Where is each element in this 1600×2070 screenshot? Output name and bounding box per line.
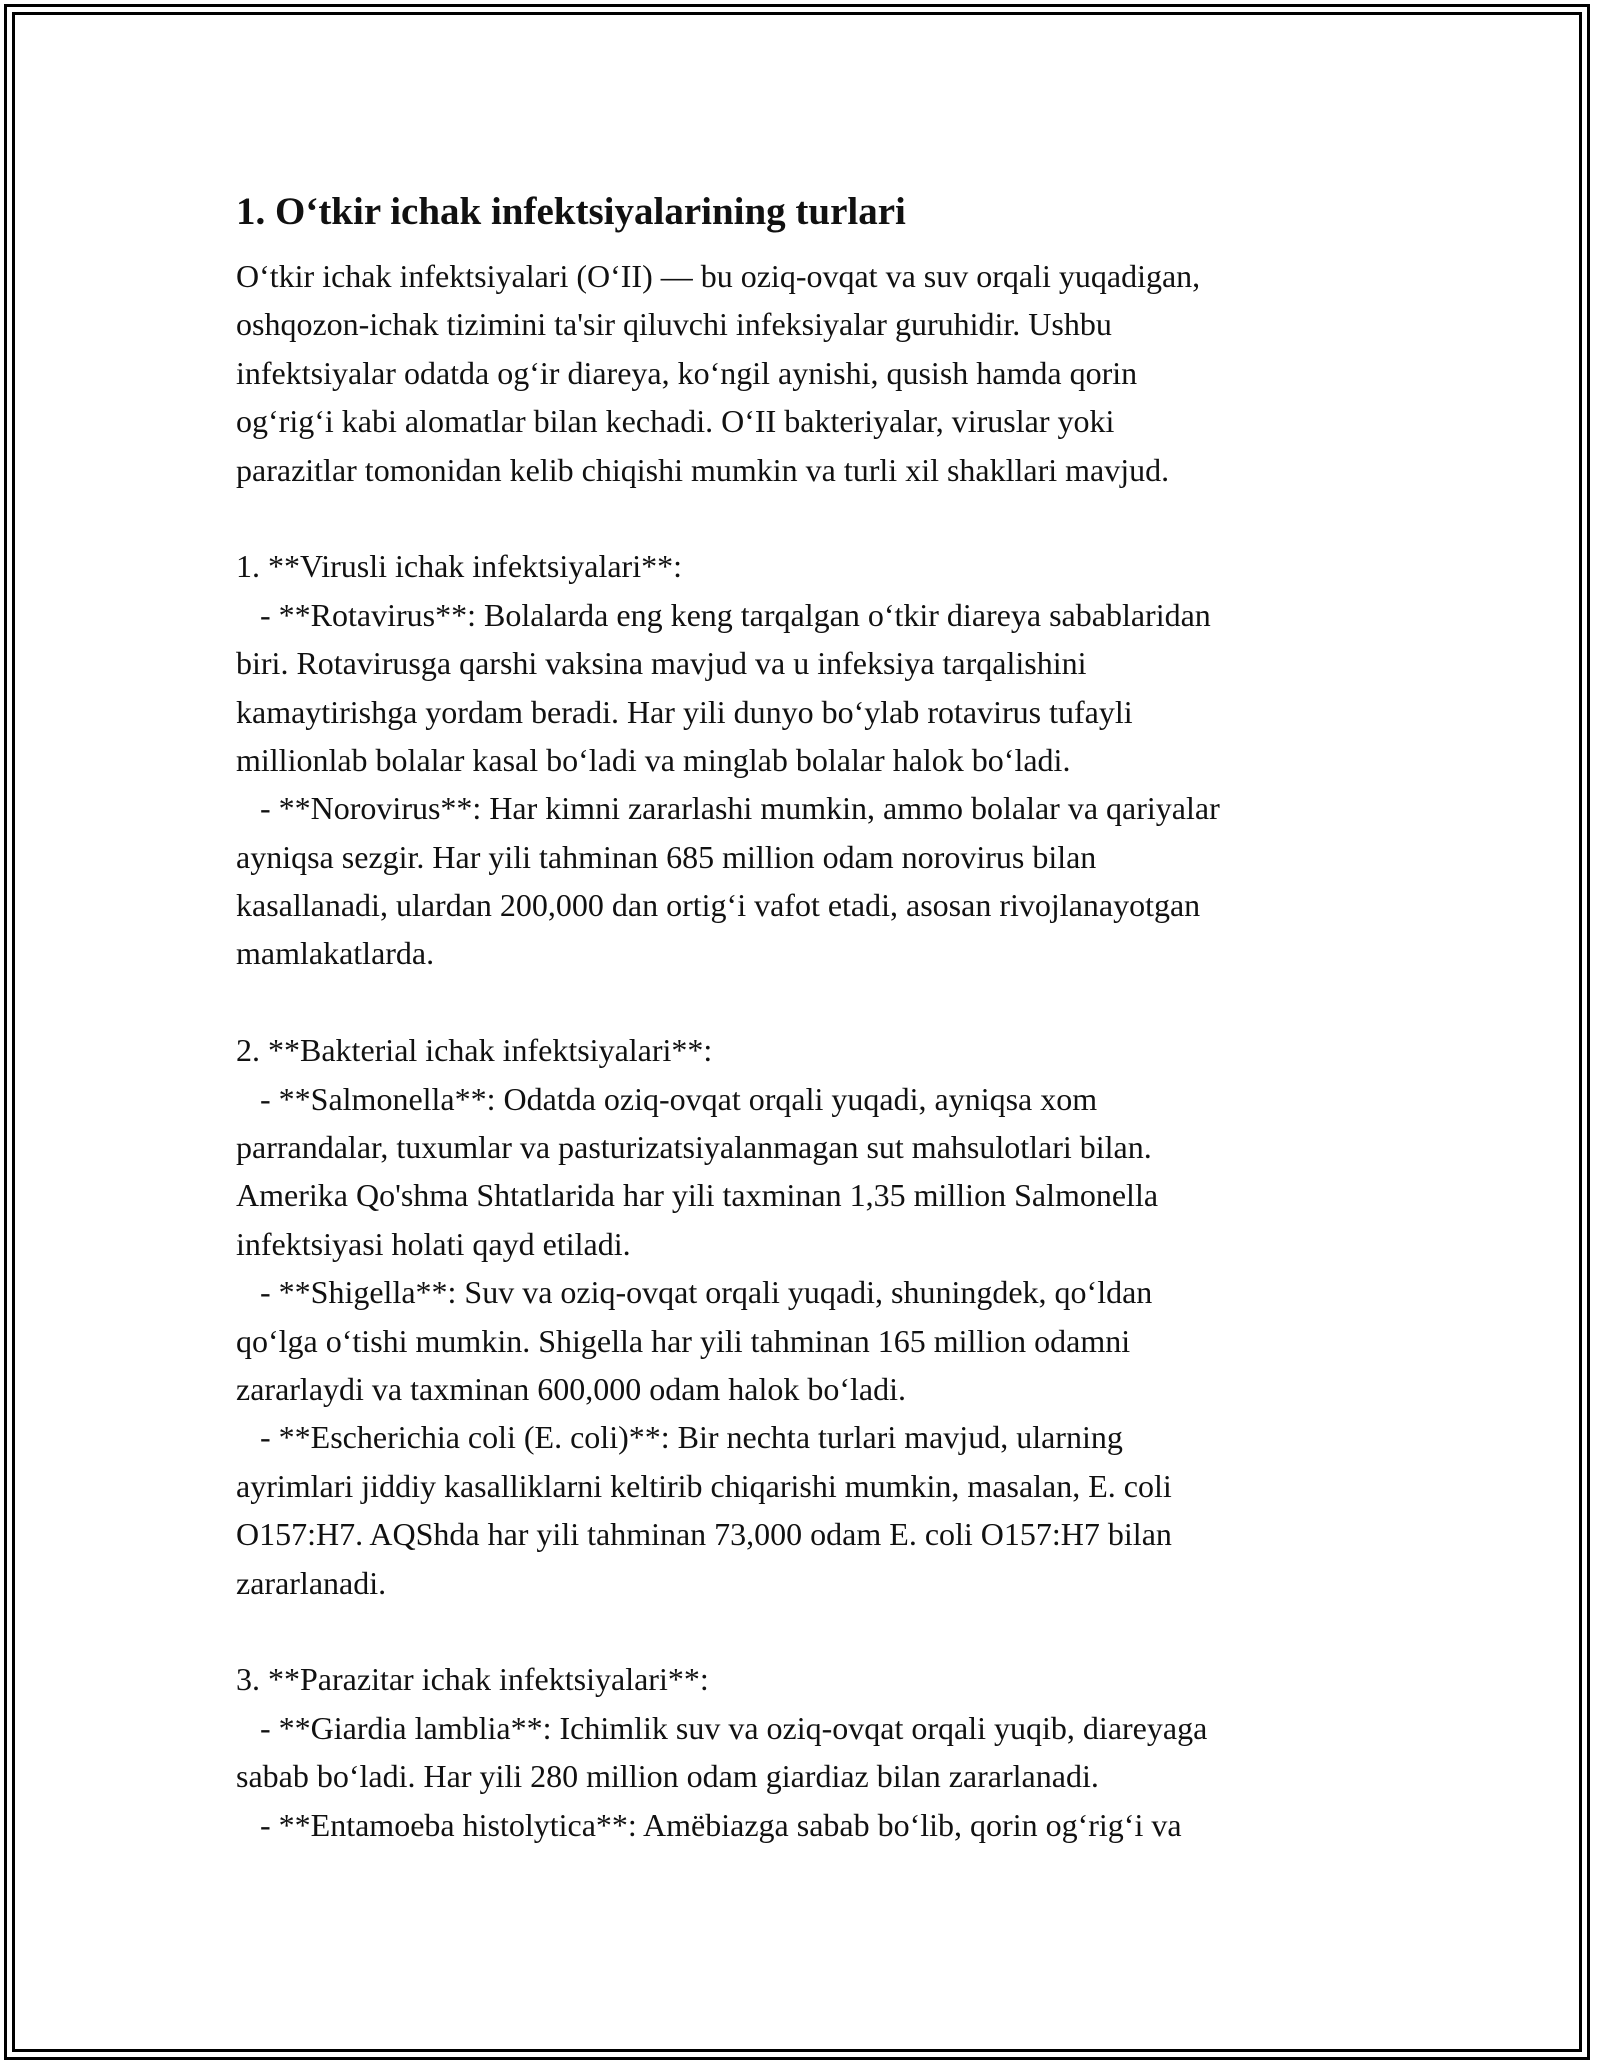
text-line: O‘tkir ichak infektsiyalari (O‘II) — bu oziq-ovqat va suv orqali yuqadigan, [236, 258, 1201, 294]
text-line: kasallanadi, ulardan 200,000 dan ortig‘i vafot etadi, asosan rivojlanayotgan [236, 887, 1201, 924]
text-line: O157:H7. AQShda har yili tahminan 73,000 odam E. coli O157:H7 bilan [236, 1516, 1172, 1553]
text-line: mamlakatlarda. [236, 935, 435, 972]
document-text [236, 252, 1376, 1849]
blank-line [236, 1607, 1376, 1655]
blank-line [236, 494, 1376, 542]
text-line: - **Entamoeba histolytica**: Amëbiazga sabab bo‘lib, qorin og‘rig‘i va [236, 1806, 1182, 1843]
text-line: parazitlar tomonidan kelib chiqishi mumkin va turli xil shakllari mavjud. [236, 451, 1170, 488]
section-heading: 1. O‘tkir ichak infektsiyalarining turlari [236, 190, 906, 233]
text-line: infektsiyalar odatda og‘ir diareya, ko‘ngil aynishi, qusish hamda qorin [236, 354, 1138, 391]
text-line: 2. **Bakterial ichak infektsiyalari**: [236, 1032, 713, 1069]
text-line: og‘rig‘i kabi alomatlar bilan kechadi. O‘II bakteriyalar, viruslar yoki [236, 403, 1115, 440]
text-line: kamaytirishga yordam beradi. Har yili dunyo bo‘ylab rotavirus tufayli [236, 693, 1133, 730]
text-line: ayrimlari jiddiy kasalliklarni keltirib chiqarishi mumkin, masalan, E. coli [236, 1467, 1172, 1504]
text-line: zararlanadi. [236, 1564, 387, 1601]
text-line: qo‘lga o‘tishi mumkin. Shigella har yili tahminan 165 million odamni [236, 1322, 1131, 1359]
document-body [236, 184, 1376, 1849]
text-line: 3. **Parazitar ichak infektsiyalari**: [236, 1661, 709, 1698]
text-line: ayniqsa sezgir. Har yili tahminan 685 million odam norovirus bilan [236, 838, 1097, 875]
text-line: - **Shigella**: Suv va oziq-ovqat orqali yuqadi, shuningdek, qo‘ldan [236, 1274, 1153, 1311]
text-line: millionlab bolalar kasal bo‘ladi va minglab bolalar halok bo‘ladi. [236, 741, 1071, 778]
text-line: oshqozon-ichak tizimini ta'sir qiluvchi infeksiyalar guruhidir. Ushbu [236, 306, 1112, 343]
text-line: sabab bo‘ladi. Har yili 280 million odam giardiaz bilan zararlanadi. [236, 1758, 1099, 1795]
text-line: parrandalar, tuxumlar va pasturizatsiyalanmagan sut mahsulotlari bilan. [236, 1129, 1152, 1166]
text-line: 1. **Virusli ichak infektsiyalari**: [236, 548, 682, 585]
text-line: Amerika Qo'shma Shtatlarida har yili taxminan 1,35 million Salmonella [236, 1177, 1159, 1214]
text-line: biri. Rotavirusga qarshi vaksina mavjud va u infeksiya tarqalishini [236, 645, 1087, 682]
text-line: infektsiyasi holati qayd etiladi. [236, 1225, 631, 1262]
text-line: - **Rotavirus**: Bolalarda eng keng tarqalgan o‘tkir diareya sabablaridan [236, 596, 1211, 633]
blank-line [236, 978, 1376, 1026]
text-line: zararlaydi va taxminan 600,000 odam halok bo‘ladi. [236, 1370, 907, 1407]
text-line: - **Norovirus**: Har kimni zararlashi mumkin, ammo bolalar va qariyalar [236, 790, 1220, 827]
text-line: - **Salmonella**: Odatda oziq-ovqat orqali yuqadi, ayniqsa xom [236, 1080, 1098, 1117]
text-line: - **Escherichia coli (E. coli)**: Bir nechta turlari mavjud, ularning [236, 1419, 1123, 1456]
text-line: - **Giardia lamblia**: Ichimlik suv va oziq-ovqat orqali yuqib, diareyaga [236, 1709, 1208, 1746]
